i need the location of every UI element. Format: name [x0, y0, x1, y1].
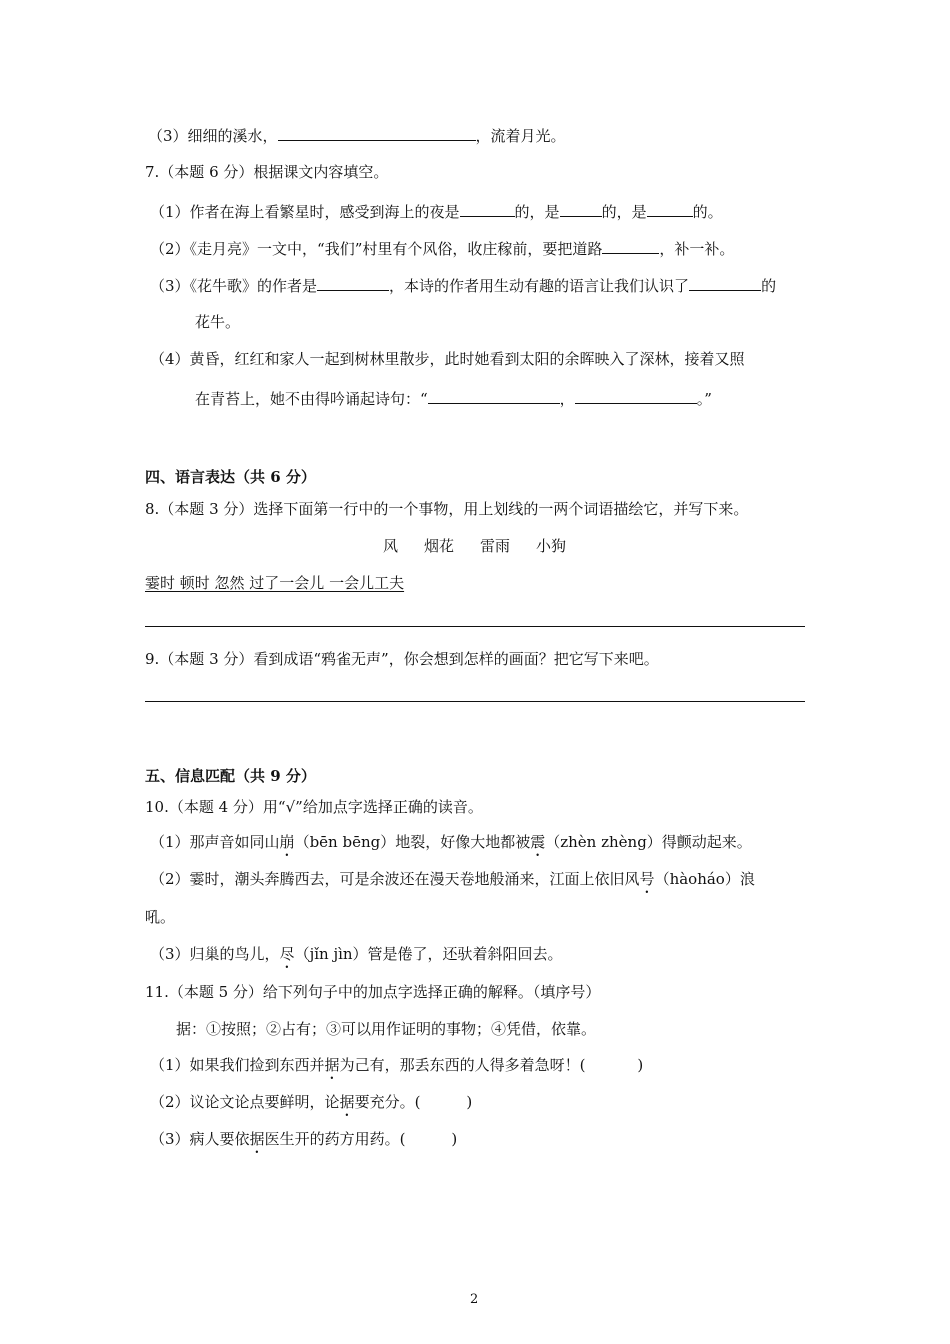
q11-item1: （1）如果我们捡到东西并据为己有，那丢东西的人得多着急呀！( ) [150, 1056, 644, 1074]
q8-answer-line[interactable] [145, 626, 805, 627]
q7-item2-blank[interactable] [602, 237, 659, 254]
q10-item1: （1）那声音如同山崩（bēn bēng）地裂，好像大地都被震（zhèn zhèng）得颤动起来。 [150, 833, 752, 851]
q11-item1-dotted-char: 据 [324, 1056, 340, 1074]
q10-item2-dotted-char: 号 [639, 870, 655, 888]
q7-item2: （2）《走月亮》一文中，“我们”村里有个风俗，收庄稼前，要把道路 ，补一补。 [150, 237, 734, 259]
q10-item3: （3）归巢的鸟儿，尽（jǐn jìn）管是倦了，还驮着斜阳回去。 [150, 945, 563, 963]
q7-item4-blank1[interactable] [428, 387, 560, 404]
q11-item3: （3）病人要依据医生开的药方用药。( ) [150, 1130, 458, 1148]
q8-word-options [383, 536, 592, 556]
q8-option-2: 烟花 [424, 537, 455, 555]
q10-item1-dotted-char2: 震 [530, 833, 546, 851]
q8-option-4: 小狗 [536, 537, 567, 555]
q7-item4: （4）黄昏，红红和家人一起到树林里散步，此时她看到太阳的余晖映入了深林，接着又照 [150, 350, 745, 368]
q11-item2-dotted-char: 据 [339, 1093, 355, 1111]
q11-definitions: 据：①按照；②占有；③可以用作证明的事物；④凭借，依靠。 [176, 1020, 597, 1038]
q11-stem: 11.（本题 5 分）给下列句子中的加点字选择正确的解释。（填序号） [145, 983, 601, 1001]
q11-item2: （2）议论文论点要鲜明，论据要充分。( ) [150, 1093, 473, 1111]
q8-option-3: 雷雨 [480, 537, 511, 555]
q10-stem: 10.（本题 4 分）用“√”给加点字选择正确的读音。 [145, 798, 483, 816]
q7-item4-cont: 在青苔上，她不由得吟诵起诗句：“ ， 。” [195, 387, 712, 409]
q7-item1: （1）作者在海上看繁星时，感受到海上的夜是 的，是 的，是 的。 [150, 200, 723, 222]
section4-heading: 四、语言表达（共 6 分） [145, 468, 316, 486]
q8-stem: 8.（本题 3 分）选择下面第一行中的一个事物，用上划线的一两个词语描绘它，并写下来。 [145, 500, 749, 518]
q7-item3-blank1[interactable] [317, 274, 389, 291]
q10-item2-cont: 吼。 [145, 908, 176, 926]
q8-option-1: 风 [383, 537, 399, 555]
page-number: 2 [470, 1292, 479, 1307]
q9-stem: 9.（本题 3 分）看到成语“鸦雀无声”，你会想到怎样的画面？把它写下来吧。 [145, 650, 659, 668]
q7-item1-blank2[interactable] [560, 200, 602, 217]
q10-item1-dotted-char1: 崩 [279, 833, 295, 851]
q10-item2: （2）霎时，潮头奔腾西去，可是余波还在漫天卷地般涌来，江面上依旧风号（hàoháo）浪 [150, 870, 755, 888]
q7-item3-blank2[interactable] [689, 274, 761, 291]
q7-item1-blank1[interactable] [460, 200, 515, 217]
q6-item3-blank[interactable] [278, 124, 476, 141]
section5-heading: 五、信息匹配（共 9 分） [145, 767, 316, 785]
q10-item3-dotted-char: 尽 [279, 945, 295, 963]
q7-item3: （3）《花牛歌》的作者是 ，本诗的作者用生动有趣的语言让我们认识了 的 [150, 274, 776, 296]
q6-item3: （3）细细的溪水， ，流着月光。 [148, 124, 566, 146]
q9-answer-line[interactable] [145, 701, 805, 702]
q7-item4-blank2[interactable] [575, 387, 697, 404]
q7-stem: 7.（本题 6 分）根据课文内容填空。 [145, 163, 389, 181]
q8-word-list: 霎时 顿时 忽然 过了一会儿 一会儿工夫 [145, 574, 405, 592]
q7-item1-blank3[interactable] [647, 200, 693, 217]
q11-item3-dotted-char: 据 [249, 1130, 265, 1148]
q7-item3-cont: 花牛。 [195, 313, 241, 331]
